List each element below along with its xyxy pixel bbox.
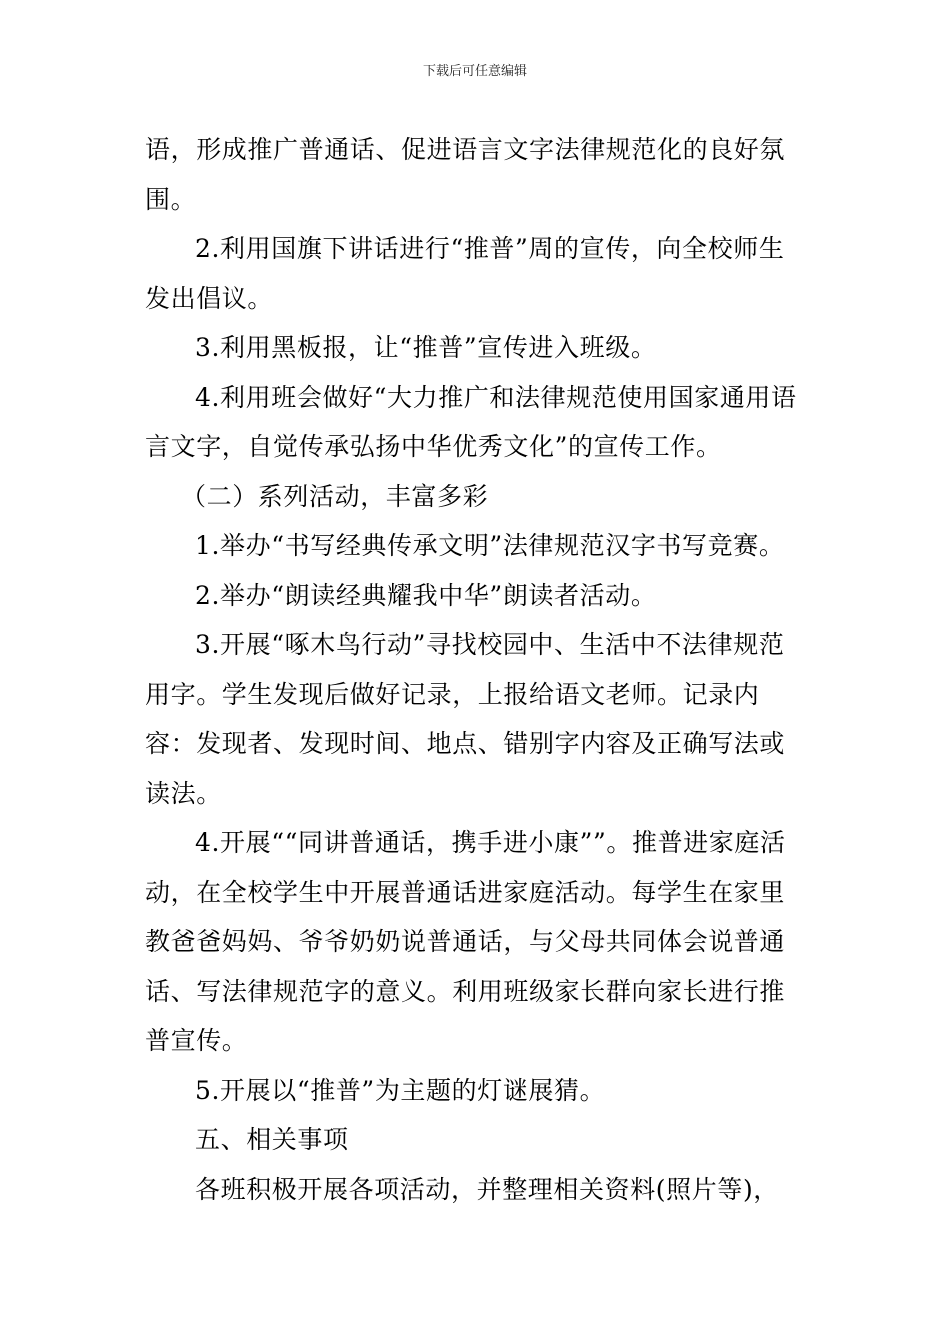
paragraph-1: 语，形成推广普通话、促进语言文字法律规范化的良好氛围。 xyxy=(145,135,786,214)
paragraph-3: 3.利用黑板报，让“推普”宣传进入班级。 xyxy=(195,333,657,362)
section-heading-activities: （二）系列活动，丰富多彩 xyxy=(181,481,489,511)
paragraph-8: 3.开展“啄木鸟行动”寻找校园中、生活中不法律规范用字。学生发现后做好记录，上报给语文老师。记录内容：发现者、发现时间、地点、错别字内容及正确写法或读法。 xyxy=(145,630,786,808)
paragraph-9: 4.开展““同讲普通话，携手进小康””。推普进家庭活动，在全校学生中开展普通话进家庭活动。每学生在家里教爸爸妈妈、爷爷奶奶说普通话，与父母共同体会说普通话、写法律规范字的意义。利用班级家长群向家长进行推普宣传。 xyxy=(145,828,786,1055)
paragraph-6: 1.举办“书写经典传承文明”法律规范汉字书写竞赛。 xyxy=(195,531,785,560)
paragraph-4: 4.利用班会做好“大力推广和法律规范使用国家通用语言文字，自觉传承弘扬中华优秀文化”的宣传工作。 xyxy=(145,382,797,461)
paragraph-2: 2.利用国旗下讲话进行“推普”周的宣传，向全校师生发出倡议。 xyxy=(145,234,785,313)
paragraph-7: 2.举办“朗读经典耀我中华”朗读者活动。 xyxy=(195,580,657,610)
section-heading-related-matters: 五、相关事项 xyxy=(195,1125,349,1154)
paragraph-12: 各班积极开展各项活动，并整理相关资料(照片等)， xyxy=(195,1174,779,1204)
paragraph-10: 5.开展以“推普”为主题的灯谜展猜。 xyxy=(195,1075,606,1105)
page-header: 下载后可任意编辑 xyxy=(422,64,527,79)
document-body xyxy=(145,125,807,1214)
